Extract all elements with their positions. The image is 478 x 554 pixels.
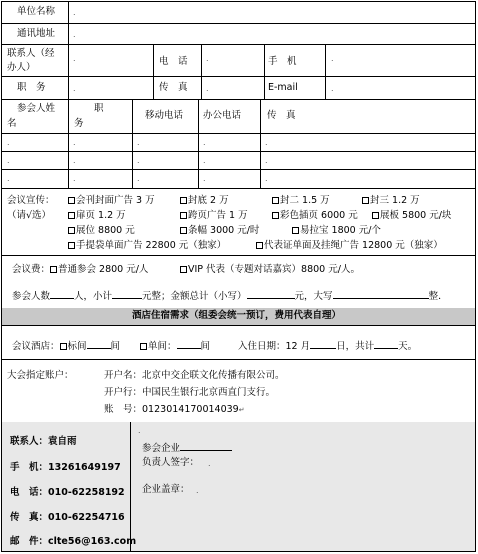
single-room-count-blank[interactable] — [177, 338, 201, 349]
checkbox[interactable] — [292, 227, 299, 234]
hotel-single-row — [140, 338, 210, 353]
promo-option-label: 代表证单面及挂绳广告 12800 元（独家） — [264, 240, 443, 251]
bank-account-label: 账 号： — [104, 404, 143, 415]
bank-account-number: 0123014170014039 — [142, 404, 239, 415]
subtotal-blank[interactable] — [112, 288, 142, 299]
promo-option-label: 封三 1.2 万 — [370, 195, 420, 206]
field-mark[interactable]: . — [265, 156, 268, 165]
room-unit-label: 间 — [200, 341, 211, 352]
field-mark[interactable]: . — [203, 138, 206, 147]
checkbox[interactable] — [180, 266, 187, 273]
promo-option[interactable] — [256, 240, 443, 252]
contact-email: 邮 件：clte56@163.com — [10, 536, 137, 547]
hotel-row — [12, 338, 120, 353]
checkbox[interactable] — [140, 343, 147, 350]
checkbox[interactable] — [60, 343, 67, 350]
email-label: E-mail — [268, 82, 298, 93]
promo-option-label: 扉页 1.2 万 — [76, 210, 126, 221]
total-upper-label: 元，大写 — [294, 291, 333, 302]
promotion-label-line1: 会议宣传： — [7, 195, 55, 206]
hotel-section-title: 酒店住宿需求（组委会统一预订，费用代表自理） — [132, 310, 342, 321]
room-unit-label: 间 — [110, 341, 121, 352]
checkbox[interactable] — [362, 197, 369, 204]
fee-vip-option: VIP 代表（专题对话嘉宾）8800 元/人。 — [188, 264, 360, 275]
promo-option-label: 易拉宝 1800 元/个 — [300, 225, 381, 236]
field-mark[interactable]: . — [73, 54, 76, 63]
promo-option[interactable] — [68, 195, 155, 207]
bank-account-row — [104, 404, 245, 416]
hotel-label: 会议酒店： — [12, 341, 60, 352]
field-mark[interactable]: . — [137, 174, 140, 183]
attendee-name-header-line1: 参会人姓 — [17, 103, 56, 114]
field-mark[interactable]: . — [73, 156, 76, 165]
unit-name-label: 单位名称 — [17, 6, 56, 17]
signature-leader-label: 负责人签字： — [142, 457, 200, 468]
signature-company-label: 参会企业 — [142, 443, 181, 454]
field-mark[interactable]: . — [203, 156, 206, 165]
day-total-label: 日，共计 — [336, 341, 375, 352]
field-mark[interactable]: . — [73, 30, 76, 39]
promotion-label-line2: （请√选） — [7, 210, 52, 221]
checkbox[interactable] — [68, 242, 75, 249]
checkbox[interactable] — [256, 242, 263, 249]
registration-form — [1, 1, 476, 552]
contact-person-label-line2: 办人） — [7, 62, 36, 73]
checkbox[interactable] — [180, 212, 187, 219]
attendee-office-phone-header: 办公电话 — [203, 110, 242, 121]
promo-option[interactable] — [68, 225, 135, 237]
promo-option[interactable] — [68, 240, 226, 252]
checkbox[interactable] — [68, 227, 75, 234]
standard-room-count-blank[interactable] — [87, 338, 111, 349]
checkbox[interactable] — [372, 212, 379, 219]
promo-option[interactable] — [272, 195, 330, 207]
field-mark[interactable]: . — [73, 8, 76, 17]
field-mark[interactable]: . — [265, 174, 268, 183]
field-mark: . — [138, 426, 141, 435]
checkbox[interactable] — [272, 212, 279, 219]
checkbox[interactable] — [272, 197, 279, 204]
company-name-blank[interactable] — [180, 440, 232, 451]
promo-option[interactable] — [362, 195, 420, 207]
signature-seal-label: 企业盖章： — [142, 484, 190, 495]
checkin-row — [238, 338, 417, 353]
standard-room-label: 标间 — [67, 341, 87, 352]
contact-mobile: 手 机：13261649197 — [10, 462, 121, 473]
contact-person-label-line1: 联系人（经 — [7, 48, 55, 59]
attendee-position-header-line1: 职 — [94, 103, 104, 114]
attendee-mobile-header: 移动电话 — [145, 110, 184, 121]
total-lower-blank[interactable] — [247, 288, 295, 299]
promo-option[interactable] — [68, 210, 126, 222]
signature-company-row — [142, 440, 232, 455]
promo-option-label: 手提袋单面广告 22800 元（独家） — [76, 240, 227, 251]
phone-label: 电 话 — [159, 56, 188, 67]
total-upper-blank[interactable] — [333, 288, 429, 299]
single-room-label: 单间： — [148, 341, 177, 352]
contact-phone: 电 话：010-62258192 — [10, 487, 125, 498]
field-mark: . — [208, 459, 211, 468]
contact-person: 联系人：袁自雨 — [10, 436, 77, 447]
return-mark: ↵ — [238, 406, 245, 414]
promo-option-label: 会刊封面广告 3 万 — [76, 195, 155, 206]
fee-vip[interactable] — [180, 264, 360, 276]
attendee-count-blank[interactable] — [50, 288, 74, 299]
fee-regular-option: 普通参会 2800 元/人 — [58, 264, 149, 275]
promo-option-label: 跨页广告 1 万 — [188, 210, 248, 221]
field-mark: . — [196, 486, 199, 495]
attendee-count-label: 参会人数 — [12, 291, 51, 302]
checkin-label: 入住日期：12 月 — [238, 341, 311, 352]
attendee-position-header-line2: 务 — [74, 118, 84, 129]
count-unit-label: 人，小计 — [74, 291, 113, 302]
field-mark[interactable]: . — [73, 84, 76, 93]
checkin-day-blank[interactable] — [310, 338, 336, 349]
total-lower-label: 元整；金额总计（小写） — [142, 291, 247, 302]
promo-option[interactable] — [292, 225, 381, 237]
field-mark[interactable]: . — [137, 156, 140, 165]
fax-label: 传 真 — [159, 82, 188, 93]
field-mark[interactable]: . — [137, 138, 140, 147]
field-mark[interactable]: . — [203, 174, 206, 183]
promo-option[interactable] — [372, 210, 451, 222]
bank-label: 大会指定账户： — [7, 370, 74, 381]
days-label: 天。 — [398, 341, 418, 352]
position-label: 职 务 — [17, 82, 46, 93]
field-mark[interactable]: . — [73, 174, 76, 183]
contact-fax: 传 真：010-62254716 — [10, 512, 125, 523]
field-mark[interactable]: . — [73, 138, 76, 147]
fee-total-row — [12, 288, 448, 303]
checkbox[interactable] — [180, 227, 187, 234]
promo-option[interactable] — [272, 210, 358, 222]
zheng-label: 整． — [428, 291, 448, 302]
field-mark[interactable]: . — [7, 138, 10, 147]
mobile-label: 手 机 — [268, 56, 297, 67]
fee-label: 会议费： — [12, 264, 51, 275]
bank-name: 开户行：中国民生银行北京西直门支行。 — [104, 387, 276, 398]
checkbox[interactable] — [68, 212, 75, 219]
promo-option[interactable] — [180, 195, 229, 207]
attendee-name-header-line2: 名 — [7, 118, 17, 129]
promo-option-label: 展板 5800 元/块 — [380, 210, 452, 221]
fee-row — [12, 264, 148, 276]
promo-option[interactable] — [180, 210, 248, 222]
promo-option[interactable] — [180, 225, 259, 237]
attendee-fax-header: 传 真 — [267, 110, 296, 121]
field-mark[interactable]: . — [331, 84, 334, 93]
promo-option-label: 封二 1.5 万 — [280, 195, 330, 206]
field-mark[interactable]: . — [206, 54, 209, 63]
promo-option-label: 展位 8800 元 — [76, 225, 135, 236]
promo-option-label: 彩色插页 6000 元 — [280, 210, 358, 221]
bank-account-name: 开户名：北京中交企联文化传播有限公司。 — [104, 370, 285, 381]
field-mark[interactable]: . — [206, 84, 209, 93]
address-label: 通讯地址 — [17, 28, 56, 39]
field-mark[interactable]: . — [331, 54, 334, 63]
checkbox[interactable] — [180, 197, 187, 204]
checkbox[interactable] — [50, 266, 57, 273]
days-count-blank[interactable] — [374, 338, 398, 349]
field-mark[interactable]: . — [7, 174, 10, 183]
field-mark[interactable]: . — [265, 138, 268, 147]
promo-option-label: 封底 2 万 — [188, 195, 229, 206]
checkbox[interactable] — [68, 197, 75, 204]
promo-option-label: 条幅 3000 元/时 — [188, 225, 260, 236]
field-mark[interactable]: . — [7, 156, 10, 165]
